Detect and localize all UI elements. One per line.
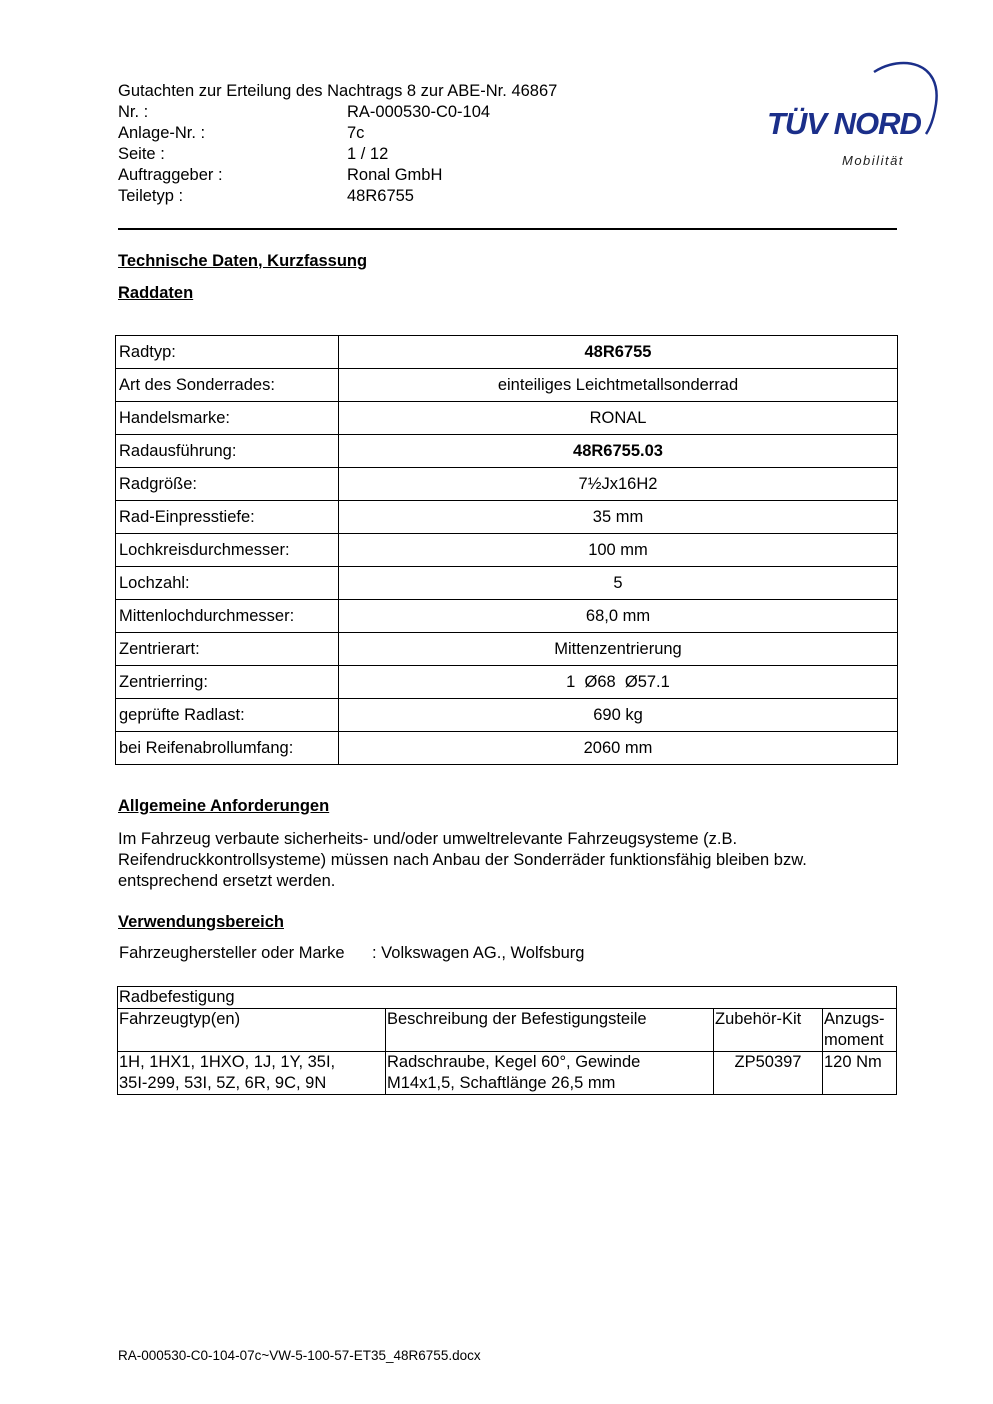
row-label: Lochkreisdurchmesser:: [116, 534, 339, 567]
row-value: 48R6755: [339, 336, 898, 369]
document-footer-filename: RA-000530-C0-104-07c~VW-5-100-57-ET35_48R6755.docx: [118, 1348, 481, 1363]
header-value: 7c: [347, 124, 365, 142]
header-value: 1 / 12: [347, 145, 389, 163]
row-value: 48R6755.03: [339, 435, 898, 468]
row-label: Radausführung:: [116, 435, 339, 468]
header-label: Auftraggeber :: [118, 166, 223, 184]
table-row: [116, 435, 898, 468]
heading-technische-daten: Technische Daten, Kurzfassung: [118, 252, 368, 270]
table-row: [118, 1052, 897, 1095]
row-label: Zentrierart:: [116, 633, 339, 666]
fahrzeughersteller-line: [119, 944, 584, 963]
table-row: [116, 732, 898, 765]
row-label: Rad-Einpresstiefe:: [116, 501, 339, 534]
table-row: [116, 699, 898, 732]
row-label: Art des Sonderrades:: [116, 369, 339, 402]
table-row: [116, 369, 898, 402]
beschreibung-line1: Radschraube, Kegel 60°, Gewinde: [387, 1053, 641, 1071]
header-fahrzeugtyp: Fahrzeugtyp(en): [118, 1009, 386, 1052]
row-value: 5: [339, 567, 898, 600]
header-beschreibung: Beschreibung der Befestigungsteile: [386, 1009, 714, 1052]
table-row: [116, 534, 898, 567]
row-value: 690 kg: [339, 699, 898, 732]
row-value: 7½Jx16H2: [339, 468, 898, 501]
header-title: Gutachten zur Erteilung des Nachtrags 8 zur ABE-Nr. 46867: [118, 82, 558, 100]
cell-anzugsmoment: 120 Nm: [823, 1052, 897, 1095]
row-value: 2060 mm: [339, 732, 898, 765]
heading-allgemeine-anforderungen: Allgemeine Anforderungen: [118, 797, 330, 815]
row-value: einteiliges Leichtmetallsonderrad: [339, 369, 898, 402]
fahrzeugtyp-line2: 35I-299, 53I, 5Z, 6R, 9C, 9N: [119, 1074, 327, 1092]
row-value: Mittenzentrierung: [339, 633, 898, 666]
radbefestigung-table: [117, 986, 897, 1095]
radbefestigung-title: Radbefestigung: [118, 987, 897, 1009]
raddaten-table: [115, 335, 898, 765]
header-value: RA-000530-C0-104: [347, 103, 491, 121]
header-zubehoer-kit: Zubehör-Kit: [714, 1009, 823, 1052]
header-label: Nr. :: [118, 103, 149, 121]
header-value: 48R6755: [347, 187, 414, 205]
table-row: [116, 468, 898, 501]
table-row: [116, 402, 898, 435]
table-row: [116, 336, 898, 369]
fahrzeughersteller-label: Fahrzeughersteller oder Marke: [119, 944, 345, 962]
cell-beschreibung: [386, 1052, 714, 1095]
fahrzeughersteller-value: : Volkswagen AG., Wolfsburg: [372, 944, 585, 962]
header-row-teiletyp: [118, 186, 557, 207]
fahrzeugtyp-line1: 1H, 1HX1, 1HXO, 1J, 1Y, 35I,: [119, 1053, 336, 1071]
row-value: 100 mm: [339, 534, 898, 567]
row-value: 68,0 mm: [339, 600, 898, 633]
header-label: Seite :: [118, 145, 165, 163]
row-label: bei Reifenabrollumfang:: [116, 732, 339, 765]
row-label: Lochzahl:: [116, 567, 339, 600]
row-label: Mittenlochdurchmesser:: [116, 600, 339, 633]
header-anzugsmoment: [823, 1009, 897, 1052]
header-value: Ronal GmbH: [347, 166, 443, 184]
table-row: [116, 501, 898, 534]
table-row: [116, 633, 898, 666]
row-value: 35 mm: [339, 501, 898, 534]
logo-brand: TÜV NORD: [767, 106, 921, 141]
table-header-row: [118, 1009, 897, 1052]
table-title-row: [118, 987, 897, 1009]
cell-zubehoer-kit: ZP50397: [714, 1052, 823, 1095]
logo-subtitle: Mobilität: [842, 153, 904, 168]
header-anzugsmoment-line1: Anzugs-: [824, 1010, 885, 1028]
heading-raddaten: Raddaten: [118, 284, 194, 302]
tuv-nord-logo: [762, 56, 942, 176]
header-label: Teiletyp :: [118, 187, 184, 205]
row-label: Handelsmarke:: [116, 402, 339, 435]
row-label: Radtyp:: [116, 336, 339, 369]
row-label: Radgröße:: [116, 468, 339, 501]
table-row: [116, 666, 898, 699]
row-label: Zentrierring:: [116, 666, 339, 699]
heading-verwendungsbereich: Verwendungsbereich: [118, 913, 284, 931]
row-value: 1 Ø68 Ø57.1: [339, 666, 898, 699]
header-row-nr: [118, 102, 557, 123]
allgemeine-text: Im Fahrzeug verbaute sicherheits- und/oder umweltrelevante Fahrzeugsysteme (z.B. Reifendruckkontrollsysteme) müssen nach Anbau der Sonderräder funktionsfähig bleiben bzw. entsprechend ersetzt werden.: [118, 830, 807, 890]
header-divider: [118, 228, 897, 230]
row-label: geprüfte Radlast:: [116, 699, 339, 732]
table-row: [116, 600, 898, 633]
table-row: [116, 567, 898, 600]
header-label: Anlage-Nr. :: [118, 124, 206, 142]
header-row-anlage: [118, 123, 557, 144]
header-row-seite: [118, 144, 557, 165]
header-row-auftraggeber: [118, 165, 557, 186]
document-header: [118, 81, 557, 207]
header-anzugsmoment-line2: moment: [824, 1031, 884, 1049]
beschreibung-line2: M14x1,5, Schaftlänge 26,5 mm: [387, 1074, 616, 1092]
cell-fahrzeugtyp: [118, 1052, 386, 1095]
row-value: RONAL: [339, 402, 898, 435]
